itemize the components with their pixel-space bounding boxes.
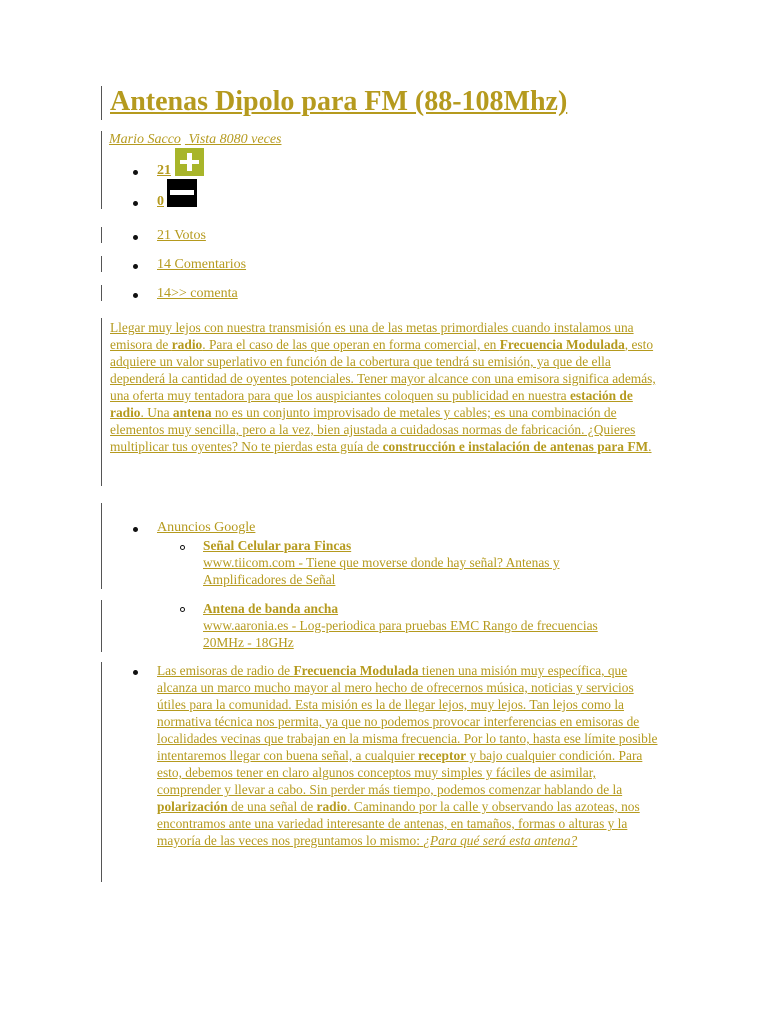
minus-icon[interactable]	[167, 179, 197, 207]
margin-rule	[101, 318, 102, 486]
comment-link[interactable]: 14>> comenta	[157, 286, 238, 301]
view-count: Vista 8080 veces	[188, 132, 282, 147]
body-text: . Caminando por la calle y observando las azoteas, nos encontramos ante una variedad interesante de antenas, en tamaños, formas o alturas y la mayoría de las veces nos preguntamos lo mismo:	[157, 799, 640, 848]
list-bullet	[133, 170, 138, 175]
margin-rule	[101, 86, 102, 120]
list-circle	[180, 607, 185, 612]
author-link[interactable]: Mario Sacco	[109, 132, 181, 147]
ads-header[interactable]: Anuncios Google	[157, 520, 256, 535]
body-bold: Frecuencia Modulada	[293, 663, 419, 678]
body-italic: ¿Para qué será esta antena?	[423, 833, 578, 848]
intro-bold: radio	[171, 337, 203, 352]
intro-text: . Para el caso de las que operan en forma comercial, en	[202, 337, 500, 352]
body-text: y bajo cualquier condición. Para esto, debemos tener en claro algunos conceptos muy simples y fáciles de asimilar, comprender y llevar a cabo. Sin perder más tiempo, podemos comenzar hablando de la	[157, 748, 643, 797]
body-text: tienen una misión muy específica, que alcanza un marco mucho mayor al mero hecho de ofrecernos música, noticias y servicios útiles para la comunidad. Esta misión es la de llegar lejos, muy lejos. Tan lejos como la normativa técnica nos permita, ya que no podemos provocar interferencias en emisoras de localidades vecinas que trabajan en la misma frecuencia. Por lo tanto, hasta ese límite posible intentaremos llegar con buena señal, a cualquier	[157, 663, 658, 763]
ad-title[interactable]: Antena de banda ancha	[203, 601, 339, 616]
list-bullet	[133, 527, 138, 532]
intro-bold: antena	[172, 405, 212, 420]
body-bold: radio	[316, 799, 348, 814]
list-bullet	[133, 201, 138, 206]
intro-paragraph[interactable]	[110, 319, 666, 455]
margin-rule	[101, 227, 102, 243]
page-title[interactable]: Antenas Dipolo para FM (88-108Mhz)	[110, 86, 568, 117]
body-paragraph[interactable]	[157, 662, 662, 849]
votes-link[interactable]: 21 Votos	[157, 228, 206, 243]
vote-up-count[interactable]: 21	[157, 163, 171, 178]
plus-icon[interactable]	[175, 148, 204, 176]
margin-rule	[101, 131, 102, 209]
intro-text: . Una	[140, 405, 173, 420]
ad-description[interactable]: www.aaronia.es - Log-periodica para pruebas EMC Rango de frecuencias 20MHz - 18GHz	[203, 618, 598, 650]
list-circle	[180, 545, 185, 550]
intro-text: , esto adquiere un valor superlativo en función de la cobertura que tendrá su emisión, ya que de ella dependerá la cantidad de oyentes potenciales. Tener mayor alcance con una emisora significa además, una oferta muy tentadora para que los auspiciantes coloquen su publicidad en nuestra	[110, 337, 656, 403]
margin-rule	[101, 600, 102, 652]
list-bullet	[133, 293, 138, 298]
article-meta[interactable]	[109, 132, 285, 148]
ad-description[interactable]: www.tiicom.com - Tiene que moverse donde hay señal? Antenas y Amplificadores de Señal	[203, 555, 560, 587]
body-bold: receptor	[418, 748, 467, 763]
list-bullet	[133, 670, 138, 675]
margin-rule	[101, 662, 102, 882]
ad-title[interactable]: Señal Celular para Fincas	[203, 538, 352, 553]
margin-rule	[101, 285, 102, 301]
list-bullet	[133, 264, 138, 269]
body-text: Las emisoras de radio de	[157, 663, 294, 678]
intro-text: Llegar muy lejos con nuestra transmisión es una de las metas primordiales cuando instalamos una emisora de	[110, 320, 634, 352]
intro-text: no es un conjunto improvisado de metales y cables; es una combinación de elementos muy sencilla, pero a la vez, bien ajustada a cuidadosas normas de fabricación. ¿Quieres multiplicar tus oyentes? No te pierdas esta guía de	[110, 405, 636, 454]
ad-item[interactable]	[203, 537, 633, 588]
vote-down-count[interactable]: 0	[157, 194, 164, 209]
body-text: de una señal de	[227, 799, 317, 814]
body-bold: polarización	[157, 799, 228, 814]
intro-text: .	[648, 439, 652, 454]
intro-bold: Frecuencia Modulada	[499, 337, 625, 352]
margin-rule	[101, 256, 102, 272]
ad-item[interactable]	[203, 600, 633, 651]
list-bullet	[133, 235, 138, 240]
margin-rule	[101, 503, 102, 589]
comments-link[interactable]: 14 Comentarios	[157, 257, 247, 272]
intro-bold: construcción e instalación de antenas para FM	[382, 439, 649, 454]
intro-bold: estación de radio	[110, 388, 633, 420]
